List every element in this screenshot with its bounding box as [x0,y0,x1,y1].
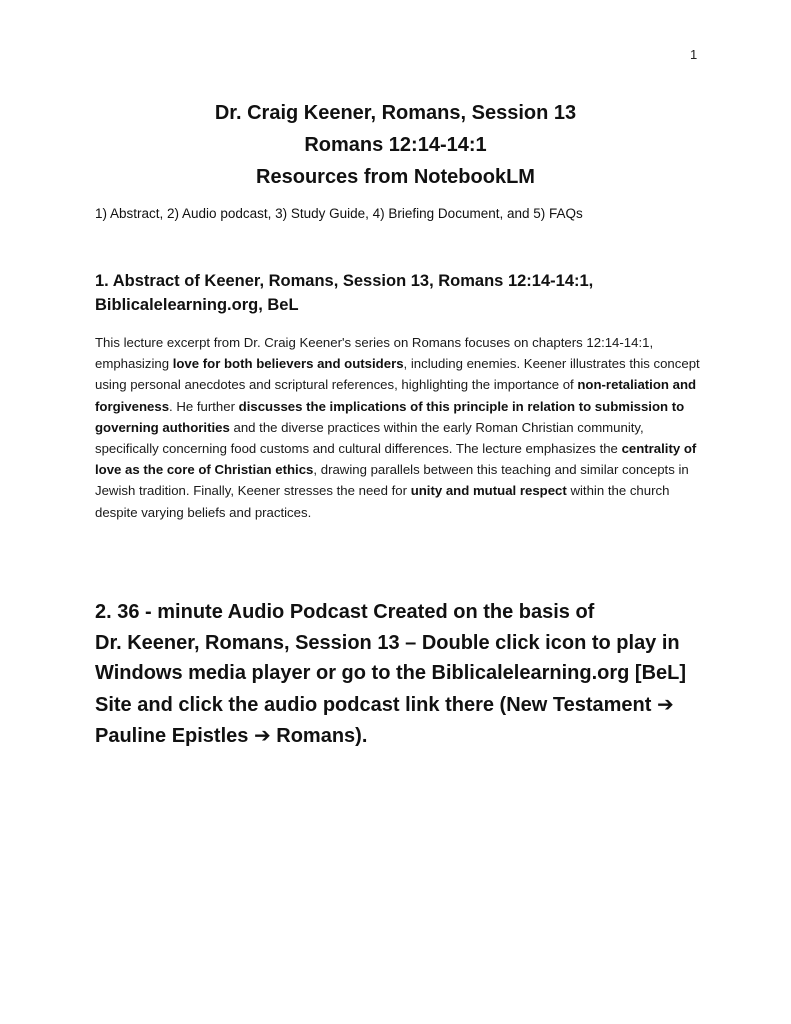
podcast-line4-text: Site and click the audio podcast link there (New Testament [95,693,657,716]
abstract-segment: within the church despite varying beliefs and practices. [95,483,670,520]
title-line-resources: Resources from NotebookLM [256,166,535,188]
arrow-right-icon: ➔ [253,723,271,747]
abstract-emphasis: centrality of love as the core of Christian ethics [95,441,697,478]
document-title [0,97,791,193]
abstract-segment: . He further [169,398,239,414]
title-line-passage: Romans 12:14-14:1 [304,134,487,156]
arrow-right-icon: ➔ [656,691,674,716]
abstract-segment: , including enemies. Keener illustrates this concept using personal anecdotes and scriptural references, highlighting the importance of [95,356,700,393]
podcast-line5-end: Romans). [270,725,368,747]
podcast-line3: Windows media player or go to the Biblicalelearning.org [BeL] [95,662,687,684]
podcast-line1: 2. 36 - minute Audio Podcast Created on the basis of [95,601,595,623]
abstract-emphasis: non-retaliation and forgiveness [95,377,697,414]
abstract-segment: This lecture excerpt from Dr. Craig Keener's series on Romans focuses on chapters 12:14-14:1, emphasizing [95,335,654,372]
abstract-segment: and the diverse practices within the early Roman Christian community, specifically concerning food customs and cultural differences. The lecture emphasizes the [95,419,644,457]
podcast-line5 [95,720,715,752]
abstract-emphasis: unity and mutual respect [410,483,567,499]
abstract-body [95,332,705,523]
resources-list: 1) Abstract, 2) Audio podcast, 3) Study Guide, 4) Briefing Document, and 5) FAQs [95,206,583,221]
podcast-line5-text: Pauline Epistles [95,725,254,747]
abstract-heading-line1: 1. Abstract of Keener, Romans, Session 13, Romans 12:14-14:1, [95,272,594,290]
abstract-emphasis: discusses the implications of this principle in relation to submission to governing authorities [95,398,685,435]
abstract-heading [95,269,695,317]
abstract-heading-line2: Biblicalelearning.org, BeL [95,296,299,314]
page-number: 1 [690,47,698,62]
podcast-line4 [95,689,715,721]
abstract-segment: , drawing parallels between this teaching and similar concepts in Jewish tradition. Finally, Keener stresses the need for [95,462,689,499]
podcast-line2: Dr. Keener, Romans, Session 13 – Double click icon to play in [95,631,680,654]
abstract-emphasis: love for both believers and outsiders [172,356,404,372]
title-line-speaker: Dr. Craig Keener, Romans, Session 13 [214,102,577,124]
podcast-heading [95,597,715,752]
